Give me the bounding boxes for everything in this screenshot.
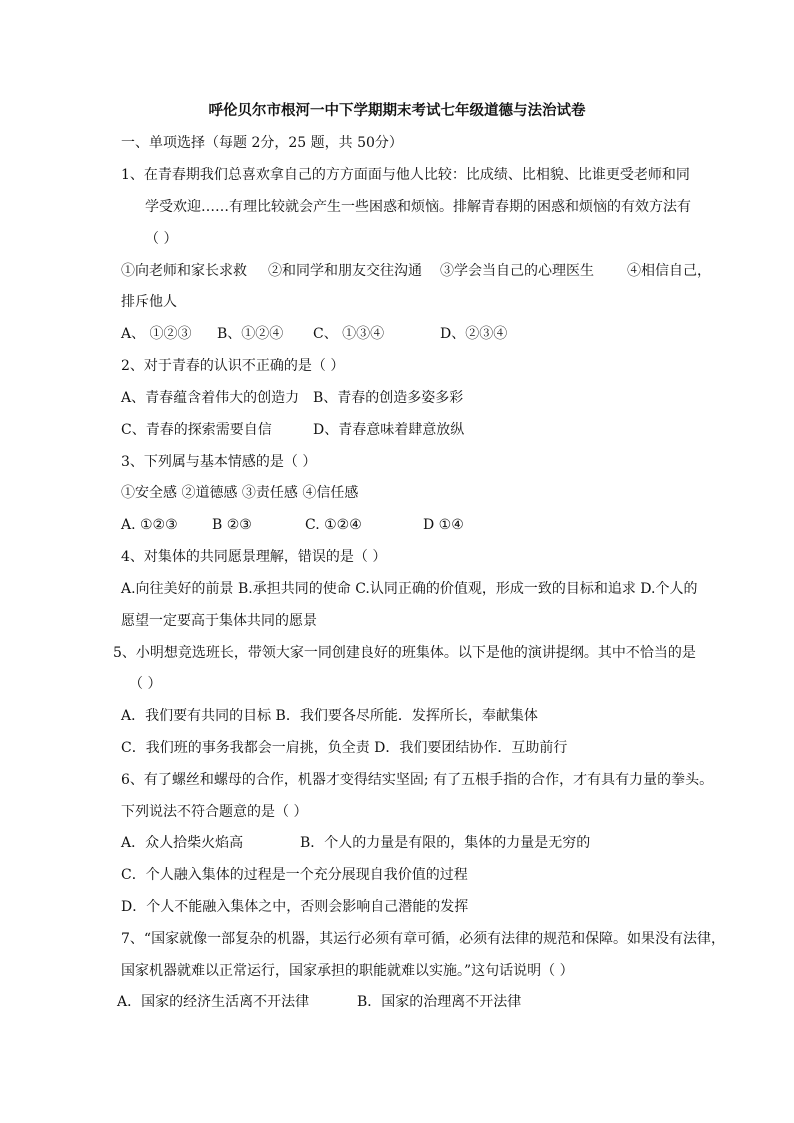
q3-option-c: C. ①②④ xyxy=(305,517,362,533)
q6-option-c: C．个人融入集体的过程是一个充分展现自我价值的过程 xyxy=(121,867,468,883)
q2-option-a: A、青春蕴含着伟大的创造力 xyxy=(121,390,300,406)
q2-option-c: C、青春的探索需要自信 xyxy=(121,422,272,438)
q5-stem: 5、小明想竞选班长，带领大家一同创建良好的班集体。以下是他的演讲提纲。其中不恰当的是 xyxy=(113,645,696,661)
q1-option-a: A、 ①②③ xyxy=(121,326,192,342)
q6-option-d: D．个人不能融入集体之中，否则会影响自己潜能的发挥 xyxy=(121,899,469,915)
q1-paren: （ ） xyxy=(145,231,178,247)
q1-option-c: C、 ①③④ xyxy=(313,326,385,342)
q1-item-2: ②和同学和朋友交往沟通 xyxy=(268,263,422,279)
q5-options-line2: C．我们班的事务我都会一肩挑，负全责 D．我们要团结协作．互助前行 xyxy=(121,740,568,756)
q6-stem-line1: 6、有了螺丝和螺母的合作，机器才变得结实坚固; 有了五根手指的合作，才有具有力量的拳头。 xyxy=(121,772,714,788)
q1-item-1: ①向老师和家长求救 xyxy=(121,263,247,279)
q4-options-line1: A.向往美好的前景 B.承担共同的使命 C.认同正确的价值观，形成一致的目标和追求 D.个人的 xyxy=(121,581,698,597)
q2-option-b: B、青春的创造多姿多彩 xyxy=(313,390,464,406)
q1-item-4: ④相信自己， xyxy=(627,263,711,279)
q3-stem: 3、下列属与基本情感的是（ ） xyxy=(121,454,317,470)
q3-option-b: B ②③ xyxy=(212,517,252,533)
q1-stem-line2: 学受欢迎……有理比较就会产生一些困惑和烦恼。排解青春期的困惑和烦恼的有效方法有 xyxy=(145,199,691,215)
q3-items: ①安全感 ②道德感 ③责任感 ④信任感 xyxy=(121,485,359,501)
q7-option-b: B．国家的治理离不开法律 xyxy=(357,994,522,1010)
q3-option-a: A. ①②③ xyxy=(121,517,178,533)
q6-stem-line2: 下列说法不符合题意的是（ ） xyxy=(121,804,308,820)
q6-option-a: A．众人拾柴火焰高 xyxy=(121,835,244,851)
q3-option-d: D ①④ xyxy=(423,517,464,533)
q7-option-a: A．国家的经济生活离不开法律 xyxy=(117,994,310,1010)
q2-option-d: D、青春意味着肆意放纵 xyxy=(313,422,465,438)
q1-option-d: D、②③④ xyxy=(440,326,508,342)
q6-option-b: B．个人的力量是有限的，集体的力量是无穷的 xyxy=(300,835,591,851)
q1-item-3: ③学会当自己的心理医生 xyxy=(440,263,594,279)
q2-stem: 2、对于青春的认识不正确的是（ ） xyxy=(121,358,345,374)
section-heading: 一、单项选择（每题 2分，25 题，共 50分） xyxy=(121,135,403,151)
q7-stem-line1: 7、“国家就像一部复杂的机器，其运行必须有章可循，必须有法律的规范和保障。如果没有法律， xyxy=(121,931,726,947)
q4-stem: 4、对集体的共同愿景理解，错误的是（ ） xyxy=(121,549,387,565)
q1-item-4-cont: 排斥他人 xyxy=(121,294,177,310)
q1-stem-line1: 1、在青春期我们总喜欢拿自己的方方面面与他人比较：比成绩、比相貌、比谁更受老师和同 xyxy=(121,167,690,183)
q7-stem-line2: 国家机器就难以正常运行，国家承担的职能就难以实施。”这句话说明（ ） xyxy=(121,963,574,979)
exam-title: 呼伦贝尔市根河一中下学期期末考试七年级道德与法治试卷 xyxy=(208,102,586,119)
q1-option-b: B、①②④ xyxy=(217,326,284,342)
q5-paren: （ ） xyxy=(129,676,162,692)
q4-options-line2: 愿望一定要高于集体共同的愿景 xyxy=(121,613,317,629)
q5-options-line1: A．我们要有共同的目标 B．我们要各尽所能．发挥所长，奉献集体 xyxy=(121,708,538,724)
